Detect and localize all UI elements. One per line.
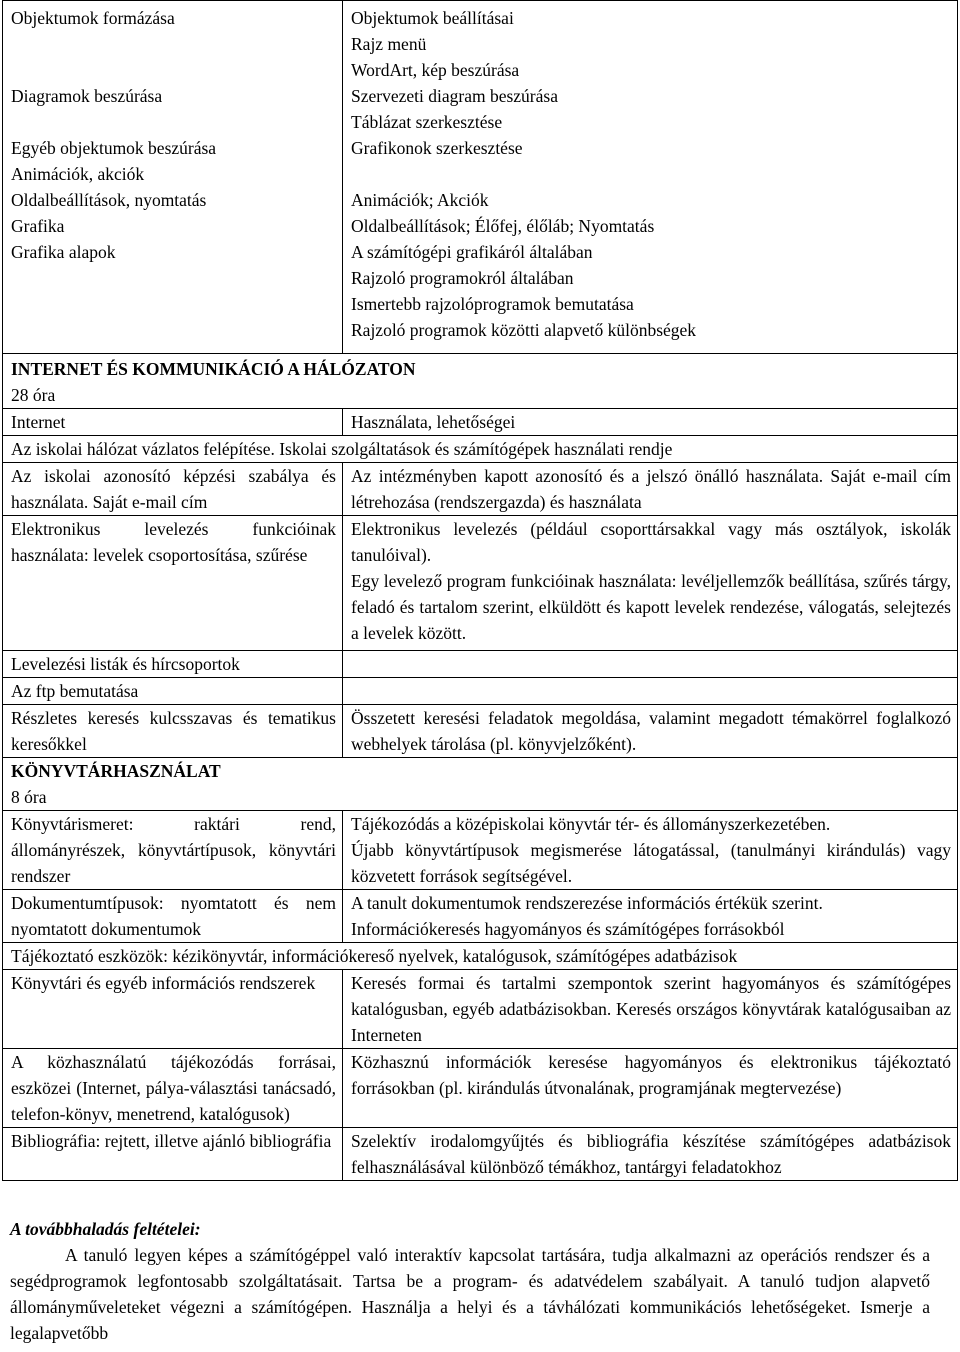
topic-cell: Könyvtári és egyéb információs rendszerek [3, 970, 343, 1049]
table-row [3, 943, 958, 970]
topic-line: Objektumok formázása [11, 8, 175, 28]
content-paragraph: A tanult dokumentumok rendszerezése információs értékük szerint. [351, 893, 823, 913]
spacer [11, 57, 336, 83]
content-cell: Keresés formai és tartalmi szempontok szerint hagyományos és számítógépes katalógusban, egyéb adatbázisokban. Keresés országos könyvtárak katalógusaiban az Interneten [343, 970, 958, 1049]
topic-line: Oldalbeállítások, nyomtatás [11, 190, 207, 210]
content-paragraph: Egy levelező program funkcióinak használata: levéljellemzők beállítása, szűrés tárgy, feladó és tartalom szerint, elküldött és kapott levelek rendezése, válogatás, selejtezés a levelek között. [351, 571, 951, 643]
content-line: Szervezeti diagram beszúrása [351, 86, 558, 106]
topic-cell: Levelezési listák és hírcsoportok [3, 651, 343, 678]
topic-cell: Részletes keresés kulcsszavas és tematikus keresőkkel [3, 705, 343, 758]
footer-paragraph: A tanuló legyen képes a számítógéppel való interaktív kapcsolat tartására, tudja alkalmazni az operációs rendszer és a segédprogramok legfontosabb szolgáltatásait. Tartsa be a program- és adatvédelem szabályait. A tanuló tudjon alapvető állományműveleteket végezni a számítógépen. Használja a helyi és a távhálózati kommunikációs lehetőségeket. Ismerje a legalapvetőbb [10, 1245, 930, 1343]
content-line: Tájékoztató eszközök: kézikönyvtár, információkereső nyelvek, katalógusok, számítógépes adatbázisok [11, 946, 738, 966]
table-row [3, 678, 958, 705]
content-paragraph: Információkeresés hagyományos és számítógépes forrásokból [351, 919, 785, 939]
content-paragraph: Újabb könyvtártípusok megismerése látogatással, (tanulmányi kirándulás) vagy közvetett források segítségével. [351, 840, 951, 886]
table-row [3, 758, 958, 811]
content-line: Táblázat szerkesztése [351, 112, 503, 132]
section-heading-cell [3, 758, 958, 811]
content-line: Az iskolai hálózat vázlatos felépítése. Iskolai szolgáltatások és számítógépek használati rendje [11, 439, 673, 459]
content-cell [343, 516, 958, 651]
content-cell: Közhasznú információk keresése hagyományos és elektronikus tájékoztató forrásokban (pl. kirándulás útvonalának, programjának megtervezése) [343, 1049, 958, 1128]
content-cell [343, 811, 958, 890]
topic-cell [3, 1, 343, 354]
table-row [3, 436, 958, 463]
topic-cell: Bibliográfia: rejtett, illetve ajánló bibliográfia [3, 1128, 343, 1181]
spacer [351, 161, 951, 187]
spacer [11, 31, 336, 57]
topic-cell: Könyvtárismeret: raktári rend, állományrészek, könyvtártípusok, könyvtári rendszer [3, 811, 343, 890]
table-row [3, 516, 958, 651]
content-paragraph: Elektronikus levelezés (például csoporttársakkal vagy más osztályok, iskolák tanulóival). [351, 519, 951, 565]
topic-line: Animációk, akciók [11, 164, 145, 184]
topic-line: Grafika [11, 216, 65, 236]
table-row [3, 970, 958, 1049]
table-row [3, 651, 958, 678]
table-row [3, 811, 958, 890]
topic-line: Egyéb objektumok beszúrása [11, 138, 217, 158]
table-row [3, 463, 958, 516]
content-line: Rajzoló programokról általában [351, 268, 574, 288]
table-row [3, 1128, 958, 1181]
topic-line: Grafika alapok [11, 242, 116, 262]
content-cell [343, 678, 958, 705]
topic-cell: Az iskolai azonosító képzési szabálya és használata. Saját e-mail cím [3, 463, 343, 516]
full-row-cell [3, 436, 958, 463]
content-cell [343, 651, 958, 678]
full-row-cell [3, 943, 958, 970]
topic-cell: A közhasználatú tájékozódás forrásai, eszközei (Internet, pálya-választási tanácsadó, telefon-könyv, menetrend, katalógusok) [3, 1049, 343, 1128]
spacer [11, 109, 336, 135]
content-cell [343, 890, 958, 943]
section-hours: 8 óra [11, 787, 47, 807]
content-cell: Szelektív irodalomgyűjtés és bibliográfia készítése számítógépes adatbázisok felhasználásával különböző témákhoz, tantárgyi feladatokhoz [343, 1128, 958, 1181]
content-cell: Összetett keresési feladatok megoldása, valamint megadott témakörrel foglalkozó webhelyek tárolása (pl. könyvjelzőként). [343, 705, 958, 758]
content-paragraph: Tájékozódás a középiskolai könyvtár tér- és állományszerkezetében. [351, 814, 831, 834]
table-row [3, 1049, 958, 1128]
table-row [3, 705, 958, 758]
table-row [3, 409, 958, 436]
section-heading-cell [3, 354, 958, 409]
topic-cell: Elektronikus levelezés funkcióinak használata: levelek csoportosítása, szűrése [3, 516, 343, 651]
table-row [3, 354, 958, 409]
curriculum-table [2, 0, 958, 1181]
content-line: Objektumok beállításai [351, 8, 514, 28]
content-cell: Az intézményben kapott azonosító és a jelszó önálló használata. Saját e-mail cím létrehozása (rendszergazda) és használata [343, 463, 958, 516]
section-hours: 28 óra [11, 385, 56, 405]
content-line: Rajzoló programok közötti alapvető különbségek [351, 320, 697, 340]
content-cell [343, 1, 958, 354]
table-row [3, 1, 958, 354]
topic-line: Internet [11, 412, 66, 432]
content-line: Oldalbeállítások; Élőfej, élőláb; Nyomtatás [351, 216, 655, 236]
topic-cell: Az ftp bemutatása [3, 678, 343, 705]
table-row [3, 890, 958, 943]
content-line: A számítógépi grafikáról általában [351, 242, 593, 262]
content-line: WordArt, kép beszúrása [351, 60, 520, 80]
content-line: Animációk; Akciók [351, 190, 489, 210]
section-heading: INTERNET ÉS KOMMUNIKÁCIÓ A HÁLÓZATON [11, 359, 416, 379]
topic-cell [3, 409, 343, 436]
content-cell [343, 409, 958, 436]
content-line: Használata, lehetőségei [351, 412, 516, 432]
content-line: Ismertebb rajzolóprogramok bemutatása [351, 294, 634, 314]
topic-cell: Dokumentumtípusok: nyomtatott és nem nyomtatott dokumentumok [3, 890, 343, 943]
content-line: Grafikonok szerkesztése [351, 138, 523, 158]
content-line: Rajz menü [351, 34, 427, 54]
topic-line: Diagramok beszúrása [11, 86, 163, 106]
footer-heading: A továbbhaladás feltételei: [10, 1219, 201, 1239]
footer-section [10, 1216, 930, 1346]
section-heading: KÖNYVTÁRHASZNÁLAT [11, 761, 221, 781]
